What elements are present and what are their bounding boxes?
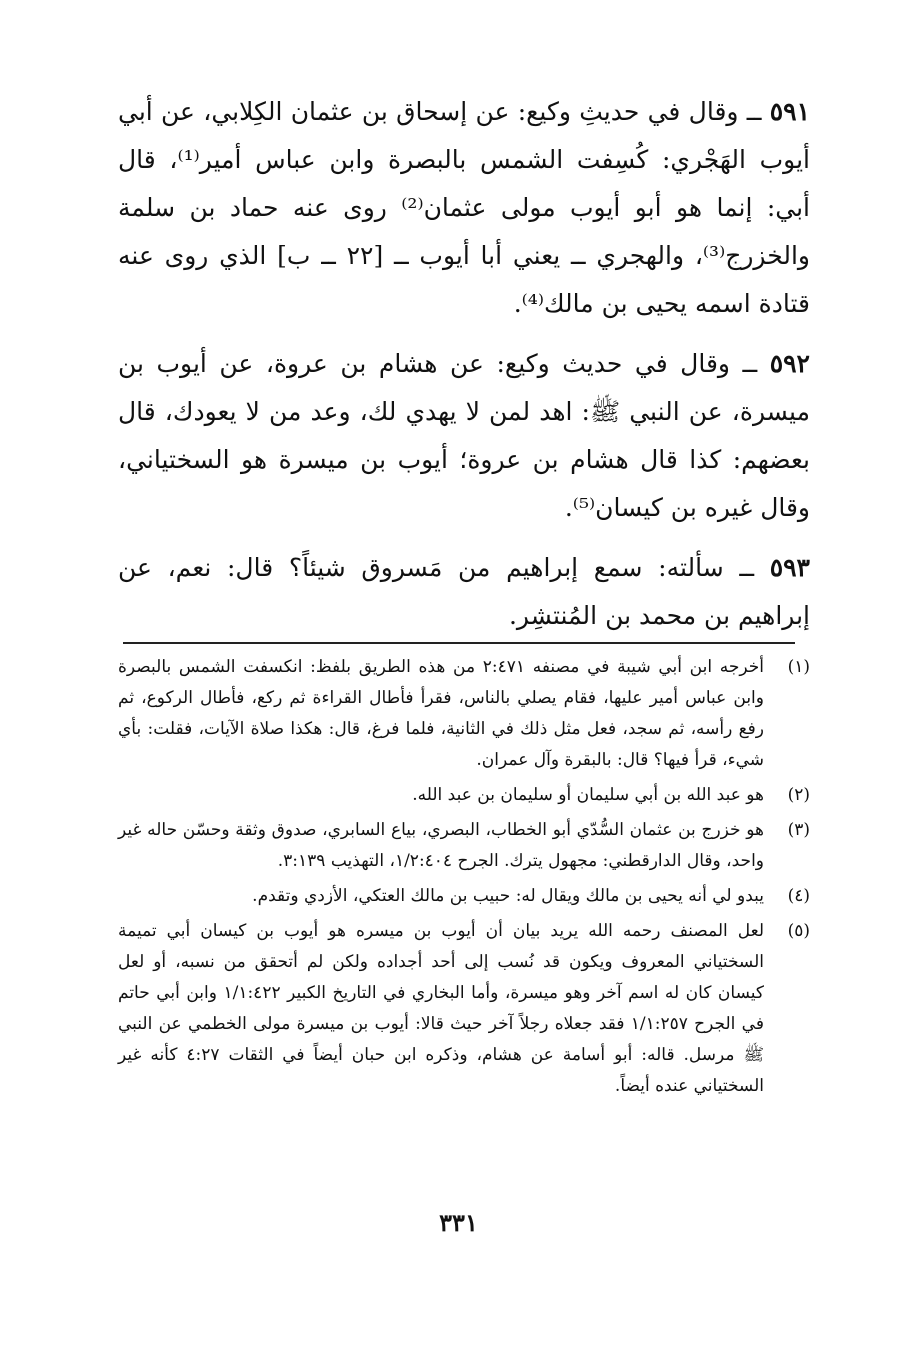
- footnote-3: [118, 815, 810, 877]
- footnote-number: (١): [787, 657, 810, 677]
- footnote-text: لعل المصنف رحمه الله يريد بيان أن أيوب بن ميسره هو أيوب بن كيسان أبي تميمة السختياني المعروف ويكون قد نُسب إلى أحد أجداده ولكن لم أتحقق من نسبه، أو لعل كيسان كان له اسم آخر وهو ميسرة، وأما البخاري في التاريخ الكبير ١/١:٤٢٢ وابن أبي حاتم في الجرح ١/١:٢٥٧ فقد جعلاه رجلاً آخر حيث قالا: أيوب بن ميسرة مولى الخطمي عن النبي ﷺ مرسل. قاله: أبو أسامة عن هشام، وذكره ابن حبان أيضاً في الثقات ٤:٢٧ كأنه غير السختياني عنده أيضاً.: [118, 921, 764, 1096]
- footnote-2: [118, 780, 810, 811]
- footnote-number: (٤): [787, 886, 810, 906]
- entry-592: [118, 340, 810, 532]
- footnote-number: (٥): [787, 921, 810, 941]
- footnote-text: هو خزرج بن عثمان السُّدّي أبو الخطاب، البصري، بياع السابري، صدوق وثقة وحسّن حاله غير واحد، وقال الدارقطني: مجهول يترك. الجرح ١/٢:٤٠٤، التهذيب ٣:١٣٩.: [118, 820, 764, 871]
- footnote-1: [118, 652, 810, 776]
- page-number: ٣٣١: [439, 1208, 478, 1237]
- entry-593: [118, 544, 810, 640]
- footnote-number: (٣): [787, 820, 810, 840]
- entry-591: [118, 88, 810, 328]
- entry-text: ــ وقال في حديث وكيع: عن هشام بن عروة، عن أيوب بن ميسرة، عن النبي ﷺ: اهد لمن لا يهدي لك، وعد من لا يعودك، قال بعضهم: كذا قال هشام بن عروة؛ أيوب بن ميسرة هو السختياني، وقال غيره بن كيسان⁽⁵⁾.: [118, 349, 810, 522]
- entry-number: ٥٩٢: [769, 349, 810, 378]
- footnote-separator: [123, 642, 795, 644]
- footnotes: [118, 652, 810, 1106]
- footnote-5: [118, 916, 810, 1102]
- entry-number: ٥٩١: [769, 97, 811, 126]
- entry-text: ــ سألته: سمع إبراهيم من مَسروق شيئاً؟ قال: نعم، عن إبراهيم بن محمد بن المُنتشِر.: [118, 553, 810, 630]
- footnote-text: أخرجه ابن أبي شيبة في مصنفه ٢:٤٧١ من هذه الطريق بلفظ: انكسفت الشمس بالبصرة وابن عباس أمير عليها، فقام يصلي بالناس، فقرأ فأطال القراءة ثم ركع، فأطال الركوع، ثم رفع رأسه، ثم سجد، فعل مثل ذلك في الثانية، فلما فرغ، قال: هكذا صلاة الآيات، فقلت: بأي شيء، قرأ فيها؟ قال: بالبقرة وآل عمران.: [118, 657, 765, 770]
- footnote-text: هو عبد الله بن أبي سليمان أو سليمان بن عبد الله.: [412, 785, 764, 805]
- footnote-number: (٢): [787, 785, 810, 805]
- main-text: [118, 88, 810, 652]
- entry-text: ــ وقال في حديثِ وكيع: عن إسحاق بن عثمان الكِلابي، عن أبي أيوب الهَجْري: كُسِفت الشمس بالبصرة وابن عباس أمير⁽¹⁾، قال أبي: إنما هو أبو أيوب مولى عثمان⁽²⁾ روى عنه حماد بن سلمة والخزرج⁽³⁾، والهجري ــ يعني أبا أيوب ــ [٢٢ ــ ب] الذي روى عنه قتادة اسمه يحيى بن مالك⁽⁴⁾.: [118, 97, 810, 318]
- footnote-text: يبدو لي أنه يحيى بن مالك ويقال له: حبيب بن مالك العتكي، الأزدي وتقدم.: [252, 886, 764, 906]
- entry-number: ٥٩٣: [769, 553, 810, 582]
- footnote-4: [118, 881, 810, 912]
